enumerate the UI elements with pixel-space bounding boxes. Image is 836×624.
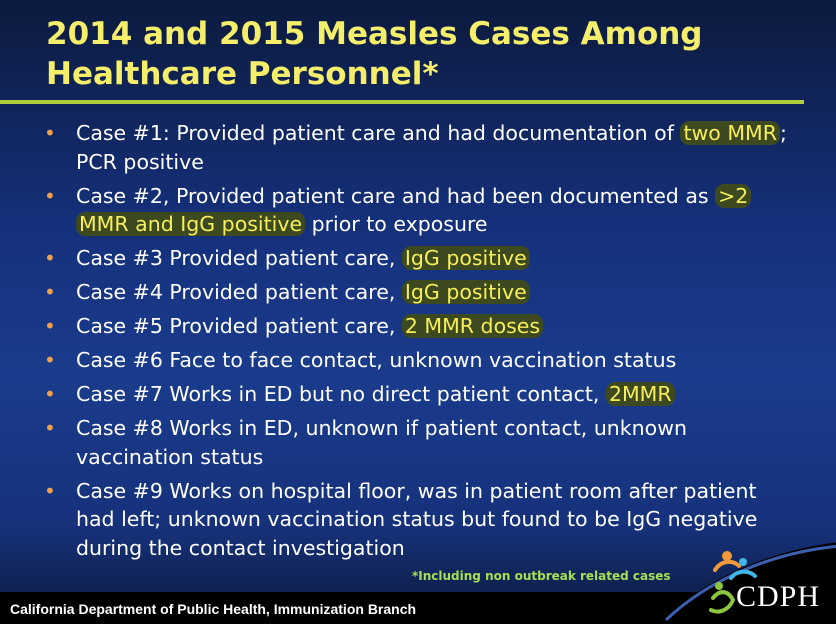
case-list xyxy=(40,119,800,568)
bullet-icon: • xyxy=(44,121,56,145)
case-highlight: IgG positive xyxy=(402,246,530,270)
bullet-icon: • xyxy=(44,348,56,372)
case-item-6 xyxy=(40,346,800,375)
case-item-4 xyxy=(40,278,800,307)
case-text: Case #7 Works in ED but no direct patient contact, xyxy=(76,382,606,406)
bullet-icon: • xyxy=(44,280,56,304)
slide-title: 2014 and 2015 Measles Cases Among Healthcare Personnel* xyxy=(46,16,703,92)
case-highlight: 2 MMR doses xyxy=(402,314,543,338)
bullet-icon: • xyxy=(44,183,56,208)
bullet-icon: • xyxy=(44,246,56,270)
footnote: *Including non outbreak related cases xyxy=(412,569,671,583)
case-text: Case #1: Provided patient care and had documentation of xyxy=(76,121,681,145)
bullet-icon: • xyxy=(44,314,56,338)
title-divider xyxy=(0,100,804,104)
case-text: Case #6 Face to face contact, unknown vaccination status xyxy=(76,348,677,372)
case-text: Case #3 Provided patient care, xyxy=(76,246,402,270)
case-highlight: >2 MMR and IgG positive xyxy=(76,184,751,237)
case-text: Case #8 Works in ED, unknown if patient contact, unknown vaccination status xyxy=(76,416,687,469)
case-item-8 xyxy=(40,414,800,471)
case-item-5 xyxy=(40,312,800,341)
bullet-icon: • xyxy=(44,478,56,503)
case-text: Case #5 Provided patient care, xyxy=(76,314,402,338)
case-text: Case #2, Provided patient care and had been documented as xyxy=(76,183,716,208)
case-item-7 xyxy=(40,380,800,409)
case-text-after: prior to exposure xyxy=(305,212,488,236)
cdph-logo-text: CDPH xyxy=(736,580,821,613)
case-text-after: ; PCR positive xyxy=(76,121,787,174)
bullet-icon: • xyxy=(44,416,56,440)
case-highlight: two MMR xyxy=(680,121,779,145)
organization-name: California Department of Public Health, Immunization Branch xyxy=(10,601,417,617)
case-highlight: 2MMR xyxy=(606,382,675,406)
case-highlight: IgG positive xyxy=(402,280,530,304)
case-item-3 xyxy=(40,244,800,273)
case-item-1 xyxy=(40,119,800,176)
case-text: Case #9 Works on hospital floor, was in patient room after patient had left; unknown vaccination status but found to be IgG negative during the contact investigation xyxy=(76,478,758,560)
case-text: Case #4 Provided patient care, xyxy=(76,280,402,304)
bullet-icon: • xyxy=(44,382,56,406)
case-item-2 xyxy=(40,182,800,239)
